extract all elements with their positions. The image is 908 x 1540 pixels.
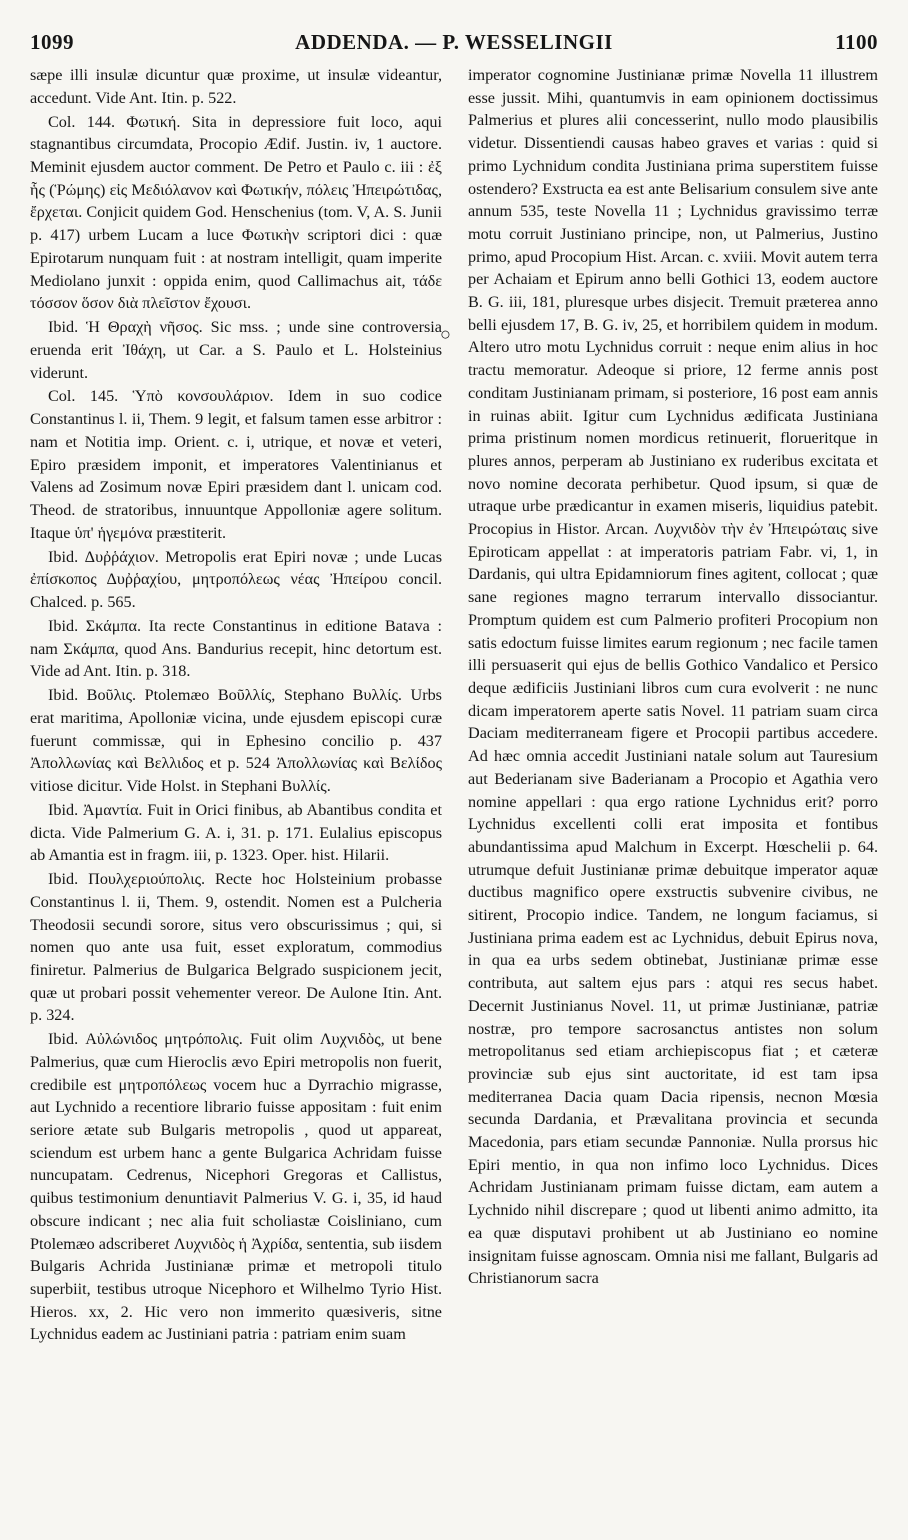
left-column xyxy=(30,64,442,1530)
right-column xyxy=(468,64,878,1530)
paragraph: Ibid. Βοῦλις. Ptolemæo Βοῦλλίς, Stephano Βυλλίς. Urbs erat maritima, Apolloniæ vicina, unde ejusdem episcopi curæ fuerunt commissæ, qui in Ephesino concilio p. 437 Ἀπολλωνίας καὶ Βελλιδος et p. 524 Ἀπολλωνίας καὶ Βελίδος vitiose dicitur. Vide Holst. in Stephani Βυλλίς. xyxy=(30,686,442,795)
paragraph: Ibid. Πουλχεριούπολις. Recte hoc Holsteinium probasse Constantinus l. ii, Them. 9, ostendit. Nomen est a Pulcheria Theodosii secundi sorore, situs vero obscurissimus ; qui, si nomen quo ante usa fuit, esset exploratum, commodius finiretur. Palmerius de Bulgarica Belgrado suspicionem jecit, quæ ut probari possit vehementer vereor. De Aulone Itin. Ant. p. 324. xyxy=(30,870,442,1025)
paragraph: sæpe illi insulæ dicuntur quæ proxime, ut insulæ videantur, accedunt. Vide Ant. Itin. p. 522. xyxy=(30,66,442,107)
page-number-left: 1099 xyxy=(30,30,74,54)
paragraph: Ibid. Δυῤῥάχιον. Metropolis erat Epiri novæ ; unde Lucas ἐπίσκοπος Δυῤῥαχίου, μητροπόλεως νέας Ἠπείρου concil. Chalced. p. 565. xyxy=(30,547,442,611)
paragraph: Ibid. Αὐλώνιδος μητρόπολις. Fuit olim Λυχνιδὸς, ut bene Palmerius, quæ cum Hieroclis ævo Epiri metropolis non fuerit, credibile est μητροπόλεως vocem huc a Dyrrachio migrasse, aut Lychnido a recentiore librario fuisse appositam : fuit enim seriore ætate sub Bulgaris metropolis , quod ut appareat, sciendum est urbem hanc a gente Bulgarica Achridam fuisse nuncupatam. Cedrenus, Nicephori Gregoras et Callistus, quibus testimonium denuntiavit Palmerius V. G. i, 35, id haud obscure indicant ; nec alia fuit scholiastæ Coisliniano, cum Ptolemæo adscriberet Λυχνιδὸς ἡ Ἀχρίδα, sententia, sub iisdem Bulgaris Achrida Justinianæ primæ et metropoli titulo superbiit, testibus utroque Nicephoro et Wilhelmo Tyrio Hist. Hieros. xx, 2. Hic vero non immerito quæsiveris, sitne Lychnidus eadem ac Justiniani patria : patriam enim suam xyxy=(30,1030,442,1344)
page-header xyxy=(30,30,878,62)
page-number-right: 1100 xyxy=(835,30,878,54)
paragraph: Ibid. Ἡ Θραχὴ νῆσος. Sic mss. ; unde sine controversia eruenda erit Ἰθάχη, ut Car. a S. Paulo et L. Holsteinius viderunt. xyxy=(30,318,442,382)
paragraph: Col. 145. Ὑπὸ κονσουλάριον. Idem in suo codice Constantinus l. ii, Them. 9 legit, et falsum tamen esse arbitror : nam et Notitia imp. Orient. c. i, utrique, et novæ et veteri, Epiro præsidem imponit, et imperatores Valentinianus et Valens ad Zosimum novæ Epiri præsidem dant l. unicam cod. Theod. de stratoribus, innuuntque Appolloniæ agere solitum. Itaque ὑπ' ἡγεμόνα præstiterit. xyxy=(30,387,442,542)
paragraph: Ibid. Σκάμπα. Ita recte Constantinus in editione Batava : nam Σκάμπα, quod Ans. Bandurius recepit, hinc detortum est. Vide ad Ant. Itin. p. 318. xyxy=(30,616,442,681)
margin-ring-mark: ○ xyxy=(440,324,451,344)
paragraph: Col. 144. Φωτική. Sita in depressiore fuit loco, aqui stagnantibus circumdata, Procopio Ædif. Justin. iv, 1 auctore. Meminit ejusdem auctor comment. De Petro et Paulo c. iii : ἐξ ἧς (Ῥώμης) εἰς Μεδιόλανον καὶ Φωτικήν, πόλεις Ἠπειρώτιδας, ἔρχεται. Conjicit quidem God. Henschenius (tom. V, A. S. Junii p. 417) urbem Lucam a luce Φωτικὴν scriptori dici : quæ Epirotarum nunquam fuit : at nostram intelligit, quam imperite Mediolano junxit : oppida enim, quod Callimachus ait, τάδε τόσσον ὅσον διὰ πλεῖστον ἔχουσι. xyxy=(30,112,442,313)
running-title: ADDENDA. — P. WESSELINGII xyxy=(295,30,613,54)
paragraph: Ibid. Ἀμαντία. Fuit in Orici finibus, ab Abantibus condita et dicta. Vide Palmerium G. A. i, 31. p. 171. Eulalius episcopus ab Amantia est in fragm. iii, p. 1323. Oper. hist. Hilarii. xyxy=(30,800,442,865)
paragraph: imperator cognomine Justinianæ primæ Novella 11 illustrem esse jussit. Mihi, quantumvis in eam opinionem doctissimus Palmerius et plures alii concesserint, nullo modo plausibilis videtur. Dissentiendi causas habeo graves et varias : quid si primo Lychnidum condita Justiniana prima superstitem fuisse ostendero? Exstructa ea est ante Belisarium consulem sive ante annum 535, teste Novella 11 ; Lychnidus gravissimo terræ motu corruit Justiniano principe, non, ut Palmerius, Justino primo, apud Procopium Hist. Arcan. c. xviii. Movit autem terra per Achaiam et Epirum anno belli Gothici 13, eodem auctore B. G. iii, 181, pluresque urbes disjecit. Tremuit præterea anno belli ejusdem 17, B. G. iv, 25, et horribilem quidem in modum. Altero utro motu Lychnidus corruit : neque enim alius in hoc tractu memoratur. Adeoque si priore, 12 ferme annis post conditam Justinianam primam, si posteriore, 16 post eam annis in ruinas abiit. Igitur cum Lychnidus ædificata Justiniana prima pristinum nomen mordicus retinuerit, florueritque in plures annos, perperam ab Justiniano ex ruderibus excitata et novo nomine decorata perhibetur. Quod ipsum, si quæ de utraque urbe prædicantur in examen miseris, liquidius patebit. Procopius in Histor. Arcan. Λυχνιδὸν τὴν ἐν Ἠπειρώταις sive Epiroticam appellat : at imperatoris patriam Fabr. vi, 1, in Dardanis, qui ultra Epidamniorum fines agitent, collocat ; quæ sane regiones magno terrarum intervallo dissociantur. Promptum quidem est cum Palmerio profiteri Procopium non satis edoctum fuisse limites earum regionum ; nec facile tamen illi persuaserit qui ejus de bellis Gothico Vandalico et Persico deque ædificiis Justiniani libros cum cura evolverit : ne nunc dicam imperatorem aperte satis Novel. 11 patriam suam circa Daciam mediterraneam figere et Procopii partibus accedere. Ad hæc omnia accedit Justiniani natale solum aut Tauresium aut Bederianam sive Baderianam a Procopio et Agathia vero nomine appellari : qua ergo ratione Lychnidus erit? porro Lychnidus excellenti colli erat imposita et fontibus abundantissima apud Malchum in Excerpt. Hœschelii p. 64. utrumque defuit Justinianæ primæ debuitque imperator aquæ ductibus magnifico opere exstructis subvenire civibus, ne sitirent, Procopio indice. Tandem, ne longum faciamus, si Justiniana prima eadem est ac Lychnidus, debuit Epirus nova, in qua ea urbs sedem obtinebat, Justinianæ primæ esse contributa, aut saltem ejus pars : atqui res secus habet. Decernit Justinianus Novel. 11, ut primæ Justinianæ, patriæ nostræ, pro tempore sacrosanctus antistes non solum metropolitanus sed etiam archiepiscopus fiat ; et cæteræ provinciæ sub ejus sint auctoritate, id est tam ipsa mediterranea Dacia quam Dacia ripensis, necnon Mœsia secunda Dardania, et Prævalitana provincia et secunda Macedonia, pars etiam secundæ Pannoniæ. Nulla prorsus hic Epiri mentio, in qua non infimo loco Lychnidus. Dices Achridam Justinianam primam fuisse dictam, eam autem a Lychnido nihil discrepare ; quod ut libenti animo admitto, ita ea quæ disputavi prohibent ut ab Justiniano eo nomine insignitam fuisse agnoscam. Omnia nisi me fallant, Bulgaris ad Christianorum sacra xyxy=(468,66,878,1288)
